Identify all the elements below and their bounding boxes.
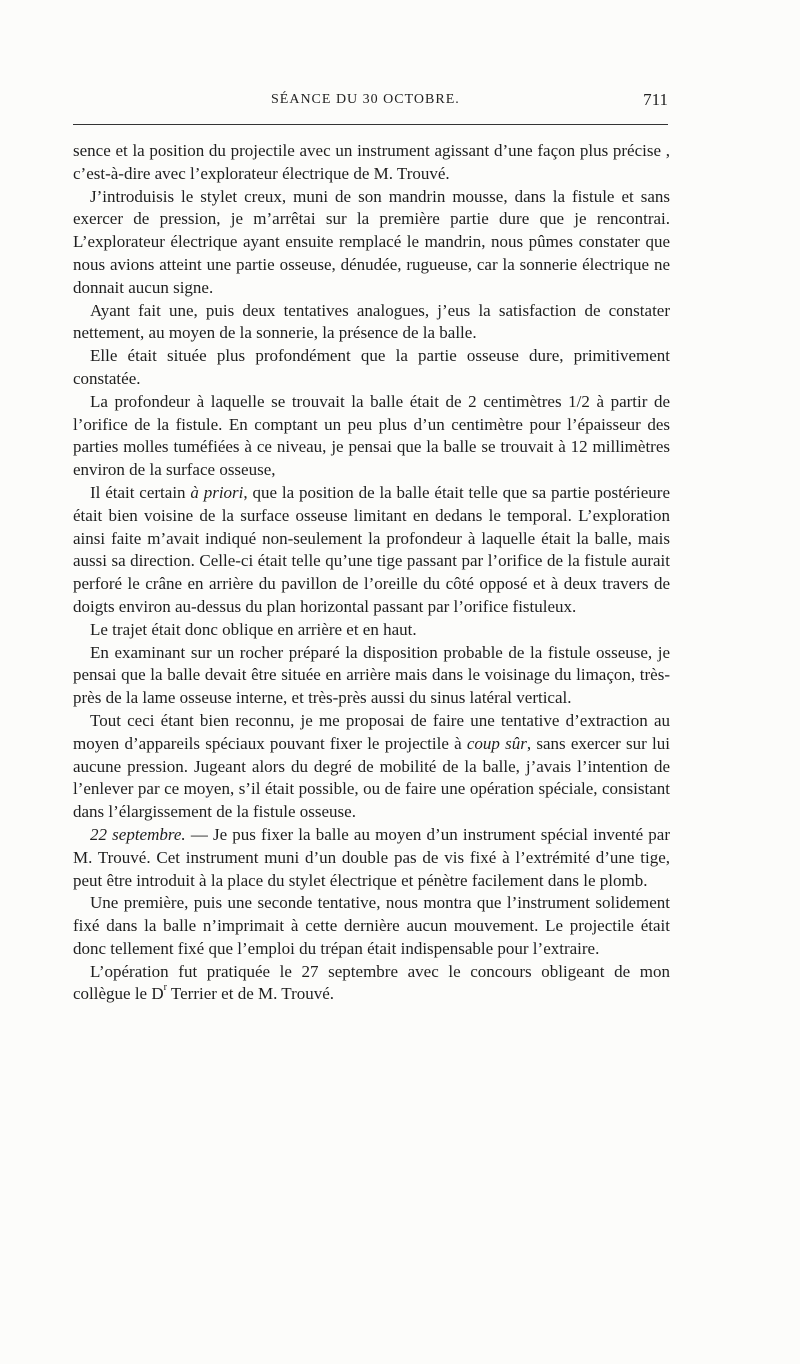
superscript: r <box>163 982 167 994</box>
paragraph: En examinant sur un rocher préparé la disposition probable de la fistule osseuse, je pensai que la balle devait être située en arrière mais dans le voisinage du limaçon, très-près de la lame osseuse interne, et très-près aussi du sinus latéral vertical. <box>73 642 670 708</box>
paragraph <box>73 710 670 824</box>
paragraph: Le trajet était donc oblique en arrière et en haut. <box>90 619 417 639</box>
paragraph: sence et la position du projectile avec un instrument agissant d’une façon plus précise , c’est-à-dire avec l’explorateur électrique de M. Trouvé. <box>73 141 670 183</box>
paragraph <box>73 824 670 892</box>
italic-phrase: à priori <box>190 482 244 502</box>
date-italic: 22 septembre. <box>90 824 186 844</box>
paragraph <box>73 482 670 619</box>
paragraph: Une première, puis une seconde tentative, nous montra que l’instrument solidement fixé dans la balle n’imprimait à cette dernière aucun mouvement. Le projectile était donc tellement fixé que l’emploi du trépan était indispensable pour l’extraire. <box>73 893 670 958</box>
paragraph-text: L’opération fut pratiquée le 27 septembre avec le concours obligeant de mon collègue le D <box>73 961 670 1004</box>
paragraph <box>73 961 670 1007</box>
paragraph-text: — Je pus fixer la balle au moyen d’un instrument spécial inventé par M. Trouvé. Cet instrument muni d’un double pas de vis fixé à l’extrémité d’une tige, peut être introduit à la place du stylet électrique et pénètre facilement dans le plomb. <box>73 824 670 890</box>
header-rule <box>73 124 668 125</box>
paragraph-text: , sans exercer sur lui aucune pression. Jugeant alors du degré de mobilité de la balle, j’avais l’intention de l’enlever par ce moyen, s’il était possible, ou de faire une opération spéciale, consistant dans l’élargissement de la fistule osseuse. <box>73 733 670 822</box>
paragraph-text: Terrier et de M. Trouvé. <box>166 984 335 1004</box>
paragraph: La profondeur à laquelle se trouvait la balle était de 2 centimètres 1/2 à partir de l’orifice de la fistule. En comptant un peu plus d’un centimètre pour l’épaisseur des parties molles tuméfiées à ce niveau, je pensai que la balle se trouvait à 12 millimètres environ de la surface osseuse, <box>73 391 670 480</box>
running-head <box>73 90 668 116</box>
running-title: SÉANCE DU 30 OCTOBRE. <box>271 92 460 107</box>
body-text <box>73 140 670 1006</box>
paragraph: Ayant fait une, puis deux tentatives analogues, j’eus la satisfaction de constater nettement, au moyen de la sonnerie, la présence de la balle. <box>73 300 670 343</box>
paragraph-text: Il était certain <box>90 482 191 502</box>
paragraph-text: , que la position de la balle était telle que sa partie postérieure était bien voisine de la surface osseuse limitant en dedans le temporal. L’exploration ainsi faite m’avait indiqué non-seulement la profondeur à laquelle était la balle, mais aussi sa direction. Celle-ci était telle qu’une tige passant par l’orifice de la fistule aurait perforé le crâne en arrière du pavillon de l’oreille du côté opposé et à deux travers de doigts environ au-dessus du plan horizontal passant par l’orifice fistuleux. <box>73 482 671 616</box>
paragraph: J’introduisis le stylet creux, muni de son mandrin mousse, dans la fistule et sans exercer de pression, je m’arrêtai sur la première partie dure que je rencontrai. L’explorateur électrique ayant ensuite remplacé le mandrin, nous pûmes constater que nous avions atteint une partie osseuse, dénudée, rugueuse, car la sonnerie électrique ne donnait aucun signe. <box>73 186 670 297</box>
italic-phrase: coup sûr <box>466 733 527 753</box>
page-number: 711 <box>643 90 668 109</box>
paragraph: Elle était située plus profondément que la partie osseuse dure, primitivement constatée. <box>73 346 670 388</box>
paragraph-text: Tout ceci étant bien reconnu, je me proposai de faire une tentative d’extraction au moyen d’appareils spéciaux pouvant fixer le projectile à <box>73 710 670 753</box>
